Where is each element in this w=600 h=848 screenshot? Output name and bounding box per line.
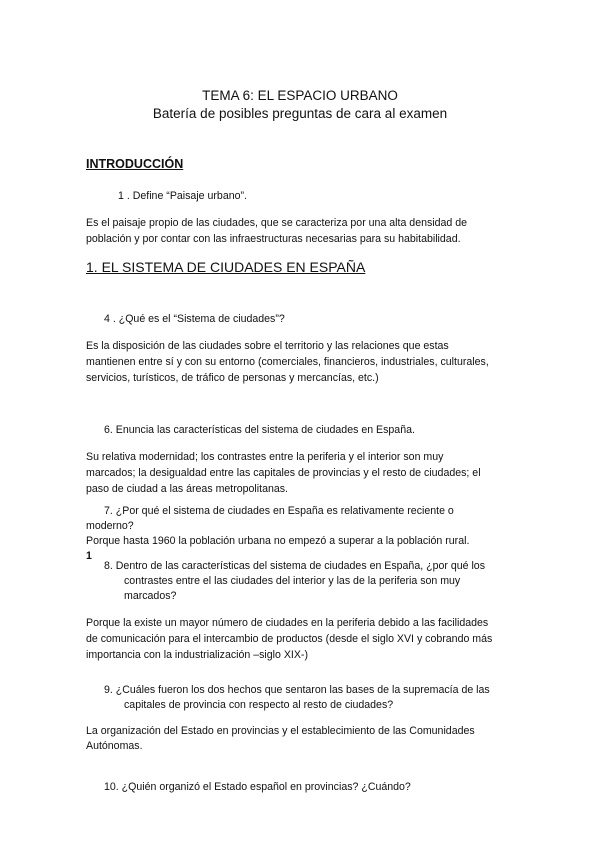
question-7-line-1: 7. ¿Por qué el sistema de ciudades en España es relativamente reciente o <box>104 505 454 517</box>
question-9-line-2: capitales de provincia con respecto al resto de ciudades? <box>124 699 394 711</box>
answer-6-line-3: paso de ciudad a las áreas metropolitanas. <box>86 483 288 495</box>
page-title: TEMA 6: EL ESPACIO URBANO <box>202 88 398 103</box>
question-7-line-2: moderno? <box>86 520 134 532</box>
answer-1-line-2: población y por contar con las infraestructuras necesarias para su habitabilidad. <box>86 233 461 245</box>
question-9-line-1: 9. ¿Cuáles fueron los dos hechos que sentaron las bases de la supremacía de las <box>104 684 490 696</box>
answer-1-line-1: Es el paisaje propio de las ciudades, que se caracteriza por una alta densidad de <box>86 217 468 229</box>
answer-8-line-3: importancia con la industrialización –siglo XIX-) <box>86 649 308 661</box>
question-8-line-3: marcados? <box>124 590 177 602</box>
question-8-line-2: contrastes entre el las ciudades del interior y las de la periferia son muy <box>124 575 461 587</box>
answer-8-line-2: de comunicación para el intercambio de productos (desde el siglo XVI y cobrando más <box>86 633 493 645</box>
footnote-marker: 1 <box>86 550 92 562</box>
question-1: 1 . Define “Paisaje urbano”. <box>118 190 247 202</box>
answer-6-line-2: marcados; la desigualdad entre las capitales de provincias y el resto de ciudades; el <box>86 467 481 479</box>
answer-9-line-2: Autónomas. <box>86 740 143 752</box>
intro-heading: INTRODUCCIÓN <box>86 157 184 171</box>
answer-4-line-2: mantienen entre sí y con su entorno (comerciales, financieros, industriales, culturales, <box>86 356 489 368</box>
answer-7: Porque hasta 1960 la población urbana no empezó a superar a la población rural. <box>86 535 470 547</box>
page-subtitle: Batería de posibles preguntas de cara al examen <box>152 106 448 121</box>
question-4: 4 . ¿Qué es el “Sistema de ciudades”? <box>104 313 285 325</box>
question-6: 6. Enuncia las características del sistema de ciudades en España. <box>104 424 415 436</box>
question-8-line-1: 8. Dentro de las características del sistema de ciudades en España, ¿por qué los <box>104 560 485 572</box>
answer-9-line-1: La organización del Estado en provincias y el establecimiento de las Comunidades <box>86 725 475 737</box>
question-10: 10. ¿Quién organizó el Estado español en provincias? ¿Cuándo? <box>104 781 411 793</box>
answer-6-line-1: Su relativa modernidad; los contrastes entre la periferia y el interior son muy <box>86 451 444 463</box>
answer-4-line-1: Es la disposición de las ciudades sobre el territorio y las relaciones que estas <box>86 340 449 352</box>
answer-4-line-3: servicios, turísticos, de tráfico de personas y mercancías, etc.) <box>86 372 379 384</box>
section-1-heading: 1. EL SISTEMA DE CIUDADES EN ESPAÑA <box>86 259 366 275</box>
answer-8-line-1: Porque la existe un mayor número de ciudades en la periferia debido a las facilidades <box>86 617 489 629</box>
